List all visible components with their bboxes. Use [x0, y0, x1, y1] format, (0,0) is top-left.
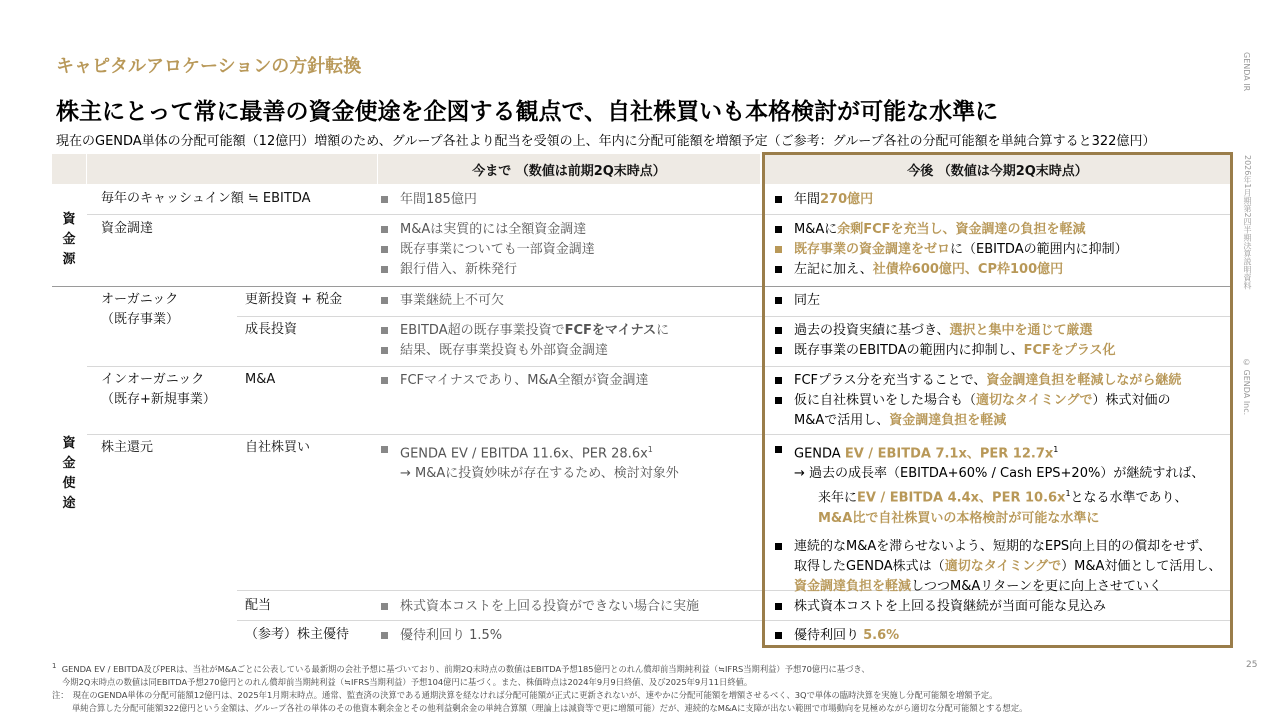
list-item: M&A比で自社株買いの本格検討が可能な水準に: [818, 510, 1100, 526]
row-label-dividend: 配当: [245, 598, 272, 613]
footnote-2b: 単純合算した分配可能額322億円という金額は、グループ各社の単体のその他資本剰余金とその他利益剰余金の単純合算額（理論上は減資等で更に増額可能）だが、連続的なM&Aに支障が出ない範囲で市場動向を見極めながら適切な分配可能額とする想定。: [72, 702, 1028, 713]
buyback-after: [772, 440, 1221, 597]
list-item: 取得したGENDA株式は（適切なタイミングで）M&A対価として活用し、: [794, 558, 1222, 574]
cashin-before: [378, 190, 477, 210]
header-after: 今後 （数値は今期2Q末時点）: [762, 154, 1233, 184]
list-item: 資金調達負担を軽減しつつM&Aリターンを更に向上させていく: [794, 578, 1163, 594]
renewal-before: [378, 291, 504, 311]
category-source: 資金源: [62, 212, 76, 267]
row-label-cashin: 毎年のキャッシュイン額 ≒ EBITDA: [101, 191, 311, 206]
benefit-before: [378, 626, 502, 646]
header-blank-2: [87, 154, 377, 184]
list-item: 仮に自社株買いをした場合も（適切なタイミングで）株式対価の: [772, 391, 1181, 411]
list-item: 優待利回り 1.5%: [378, 626, 502, 646]
row-label-ma: M&A: [245, 372, 276, 387]
renewal-after: [772, 291, 820, 311]
growth-before: [378, 321, 669, 361]
list-item: FCFプラス分を充当することで、資金調達負担を軽減しながら継続: [772, 371, 1181, 391]
side-doc: 2026年1月期第2四半期決算説明資料: [1243, 155, 1252, 290]
list-item: 年間270億円: [772, 190, 873, 210]
header-before: 今まで （数値は前期2Q末時点）: [378, 154, 760, 184]
list-item: 過去の投資実績に基づき、選択と集中を通じて厳選: [772, 321, 1116, 341]
funding-before: [378, 220, 595, 280]
list-item: M&Aに余剰FCFを充当し、資金調達の負担を軽減: [772, 220, 1128, 240]
side-brand: GENDA IR: [1242, 52, 1251, 92]
list-item: 銀行借入、新株発行: [378, 260, 595, 280]
list-item: GENDA EV / EBITDA 11.6x、PER $28.6x^1$: [378, 440, 679, 464]
row-label-return: 株主還元: [101, 440, 154, 455]
row-label-funding: 資金調達: [101, 221, 154, 236]
allocation-table: [52, 154, 1235, 650]
list-item: 既存事業についても一部資金調達: [378, 240, 595, 260]
ma-after: [772, 371, 1181, 431]
side-copyright: © GENDA Inc.: [1242, 358, 1251, 416]
list-item: 既存事業の資金調達をゼロに（EBITDAの範囲内に抑制）: [772, 240, 1128, 260]
list-item: FCFマイナスであり、M&A全額が資金調達: [378, 371, 649, 391]
dividend-after: [772, 597, 1106, 617]
section-title: キャピタルアロケーションの方針転換: [56, 56, 362, 77]
list-item: → M&Aに投資妙味が存在するため、検討対象外: [400, 466, 679, 482]
benefit-after: [772, 626, 899, 646]
category-use: 資金使途: [62, 436, 76, 511]
row-label-inorganic: インオーガニック （既存+新規事業）: [101, 372, 216, 407]
subline: 現在のGENDA単体の分配可能額（12億円）増額のため、グループ各社より配当を受領の上、年内に分配可能額を増額予定（ご参考：グループ各社の分配可能額を単純合算すると322億円）: [56, 134, 1156, 149]
row-label-buyback: 自社株買い: [245, 440, 311, 455]
row-divider: [87, 434, 1233, 435]
headline: 株主にとって常に最善の資金使途を企図する観点で、自社株買いも本格検討が可能な水準に: [56, 99, 999, 125]
header-blank: [52, 154, 86, 184]
list-item: 株式資本コストを上回る投資ができない場合に実施: [378, 597, 699, 617]
dividend-before: [378, 597, 699, 617]
row-label-growth: 成長投資: [245, 322, 298, 337]
list-item: M&Aで活用し、資金調達負担を軽減: [794, 413, 1007, 428]
list-item: 来年にEV / EBITDA 4.4x、PER $10.6x^1$となる水準であり、: [818, 489, 1188, 506]
list-item: 事業継続上不可欠: [378, 291, 504, 311]
list-item: → 過去の成長率（EBITDA+60% / Cash EPS+20%）が継続すれば、: [794, 466, 1205, 482]
footnotes: [52, 660, 1027, 715]
list-item: 年間185億円: [378, 190, 477, 210]
footnote-1b: 今期2Q末時点の数値は同EBITDA予想270億円とのれん償却前当期純利益（≒IFRS当期利益）予想104億円に基づく。また、株価時点は2024年9月9日終値、及び2025年9月11日終値。: [62, 676, 753, 687]
ma-before: [378, 371, 649, 391]
list-item: 優待利回り 5.6%: [772, 626, 899, 646]
row-divider: [87, 214, 1233, 215]
page-number: 25: [1246, 660, 1258, 670]
row-label-renewal: 更新投資 + 税金: [245, 292, 343, 307]
list-item: EBITDA超の既存事業投資でFCFをマイナスに: [378, 321, 669, 341]
list-item: 既存事業のEBITDAの範囲内に抑制し、FCFをプラス化: [772, 341, 1116, 361]
buyback-before: [378, 440, 679, 484]
footnote-2: 注： 現在のGENDA単体の分配可能額12億円は、2025年1月期末時点。通常、監査済の決算である通期決算を経なければ分配可能額が正式に更新されないが、速やかに分配可能額を増額させるべく、3Qで単体の臨時決算を実施し分配可能額を増額予定。: [52, 689, 998, 700]
list-item: 連続的なM&Aを滞らせないよう、短期的なEPS向上目的の償却をせず、: [772, 537, 1221, 557]
row-divider: [237, 316, 1233, 317]
row-label-benefit: （参考）株主優待: [245, 627, 350, 642]
list-item: 株式資本コストを上回る投資継続が当面可能な見込み: [772, 597, 1106, 617]
list-item: 同左: [772, 291, 820, 311]
row-label-organic: オーガニック （既存事業）: [101, 292, 180, 327]
list-item: 左記に加え、社債枠600億円、CP枠100億円: [772, 260, 1128, 280]
funding-after: [772, 220, 1128, 280]
section-divider: [52, 286, 1233, 287]
list-item: GENDA EV / EBITDA 7.1x、PER $12.7x^1$: [772, 440, 1221, 464]
list-item: M&Aは実質的には全額資金調達: [378, 220, 595, 240]
list-item: 結果、既存事業投資も外部資金調達: [378, 341, 669, 361]
growth-after: [772, 321, 1116, 361]
cashin-after: [772, 190, 873, 210]
row-divider: [237, 620, 1233, 621]
row-divider: [87, 366, 1233, 367]
footnote-1: $^1$ GENDA EV / EBITDA及びPERは、当社がM&Aごとに公表している最新期の会社予想に基づいており、前期2Q末時点の数値はEBITDA予想185億円とのれん償却前当期純利益（≒IFRS当期利益）予想70億円に基づき、: [52, 662, 870, 674]
